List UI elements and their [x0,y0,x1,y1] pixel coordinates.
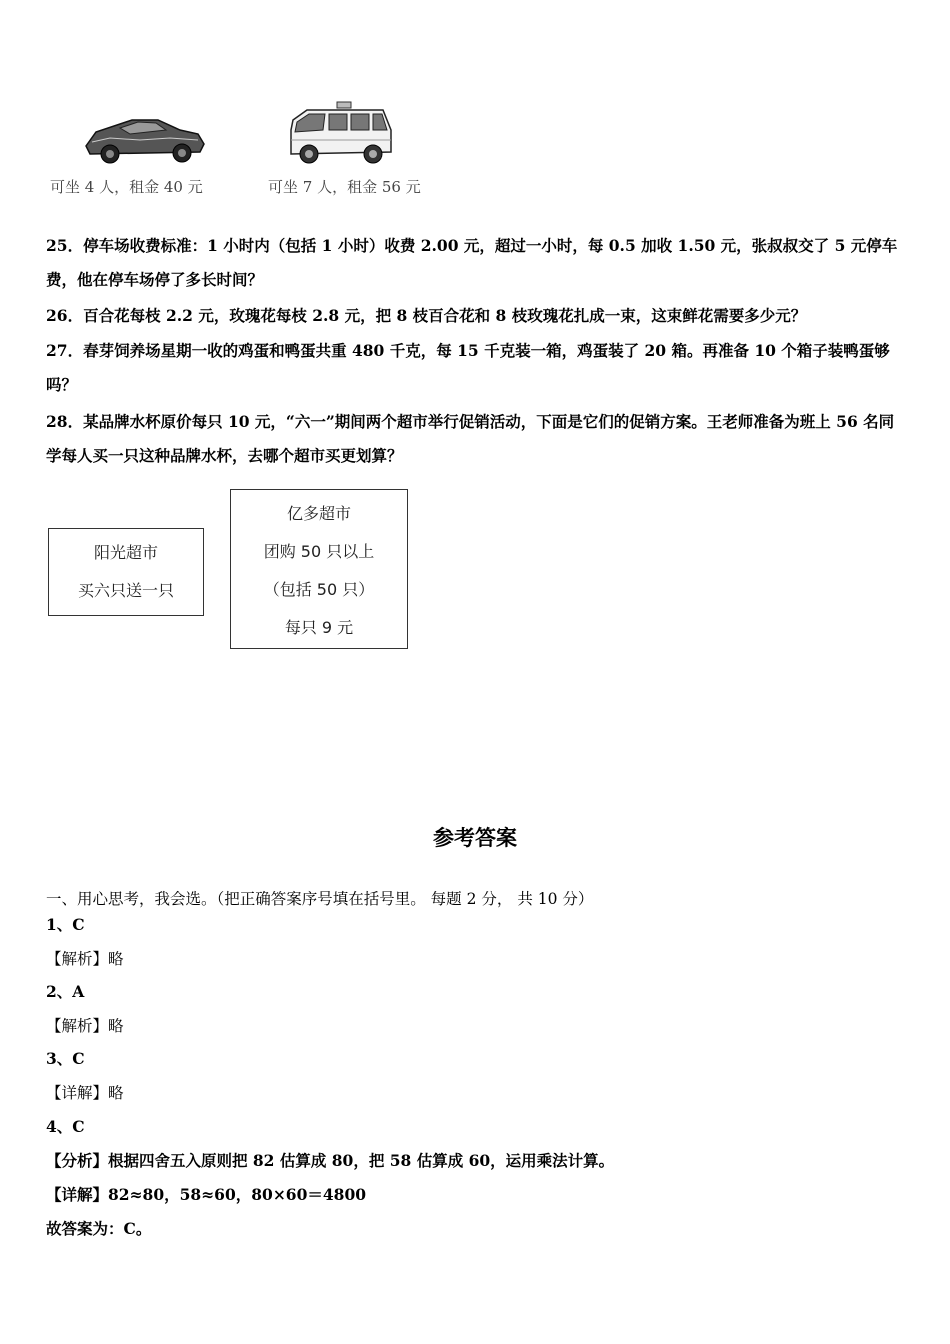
answer-4-analysis: 【分析】根据四舍五入原则把 82 估算成 80，把 58 估算成 60，运用乘法计算。 [46,1151,615,1170]
answer-1: 1、C [46,915,85,934]
yiduo-offer-line2: （包括 50 只） [263,580,375,599]
van-caption: 可坐 7 人，租金 56 元 [268,178,421,196]
answer-4-detail: 【详解】82≈80，58≈60，80×60＝4800 [46,1185,367,1204]
sunshine-supermarket-box [48,528,204,616]
yiduo-name: 亿多超市 [286,504,351,523]
question-28: 28．某品牌水杯原价每只 10 元，“六一”期间两个超市举行促销活动，下面是它们的促销方案。王老师准备为班上 56 名同学每人买一只这种品牌水杯，去哪个超市买更划算？ [46,412,895,465]
yiduo-supermarket-box [230,489,408,649]
answer-3-detail: 【详解】略 [46,1084,124,1102]
answer-1-analysis: 【解析】略 [46,950,124,968]
answers-section-heading: 一、用心思考，我会选。（把正确答案序号填在括号里。 每题 2 分， 共 10 分） [46,890,594,908]
sunshine-name: 阳光超市 [93,543,158,562]
answer-3: 3、C [46,1049,85,1068]
question-26: 26．百合花每枝 2.2 元，玫瑰花每枝 2.8 元，把 8 枝百合花和 8 枝玫瑰花扎成一束，这束鲜花需要多少元？ [46,306,807,325]
sports-car-icon [80,108,210,168]
question-27: 27．春芽饲养场星期一收的鸡蛋和鸭蛋共重 480 千克，每 15 千克装一箱，鸡蛋装了 20 箱。再准备 10 个箱子装鸭蛋够吗？ [46,341,890,394]
sunshine-offer: 买六只送一只 [77,581,174,600]
answers-title: 参考答案 [433,826,517,850]
answer-4: 4、C [46,1117,85,1136]
van-icon [287,100,397,168]
answer-4-conclusion: 故答案为：C。 [46,1219,152,1238]
yiduo-offer-line3: 每只 9 元 [284,618,354,637]
answer-2: 2、A [46,982,85,1001]
van-figure [287,100,397,168]
question-25: 25．停车场收费标准：1 小时内（包括 1 小时）收费 2.00 元，超过一小时，每 0.5 加收 1.50 元，张叔叔交了 5 元停车费，他在停车场停了多长时间？ [46,236,898,289]
sports-car-figure [80,108,210,168]
sports-car-caption: 可坐 4 人，租金 40 元 [50,178,203,196]
yiduo-offer-line1: 团购 50 只以上 [263,542,375,561]
answer-2-analysis: 【解析】略 [46,1017,124,1035]
